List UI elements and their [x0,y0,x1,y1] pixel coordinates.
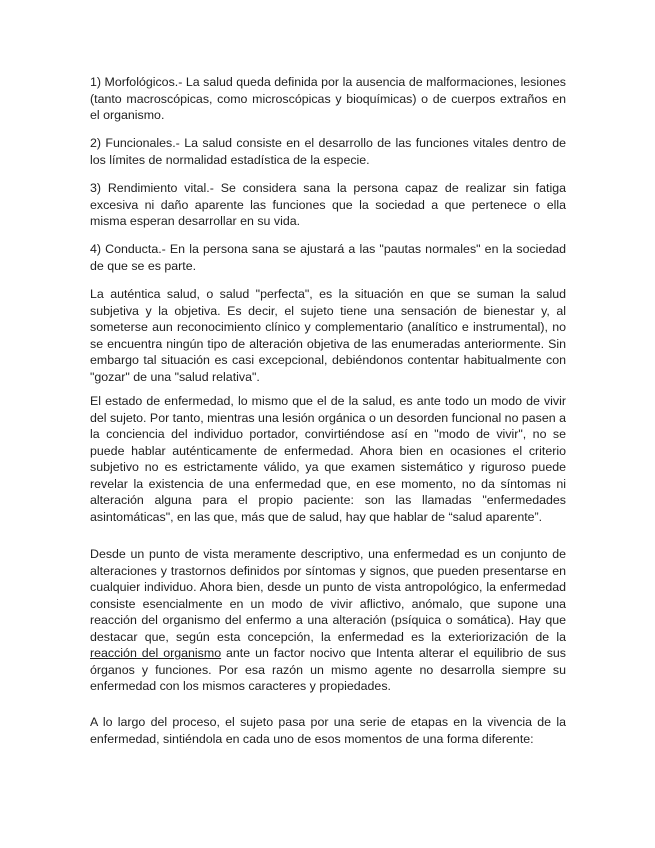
paragraph-punto-de-vista [90,546,566,695]
paragraph-text-start: Desde un punto de vista meramente descriptivo, una enfermedad es un conjunto de alteraciones y trastornos definidos por síntomas y signos, que pueden presentarse en cualquier individuo. Ahora bien, desde un punto de vista antropológico, la enfermedad consiste esencialmente en un modo de vivir aflictivo, anómalo, que supone una reacción del organismo del enfermo a una alteración (psíquica o somática). Hay que destacar que, según esta concepción, la enfermedad es la exteriorización de la [90,547,566,644]
underlined-phrase: reacción del organismo [90,646,222,660]
paragraph-salud-perfecta: La auténtica salud, o salud "perfecta", es la situación en que se suman la salud subjetiva y la objetiva. Es decir, el sujeto tiene una sensación de bienestar y, al someterse aun reconocimiento clínico y complementario (analítico e instrumental), no se encuentra ningún tipo de alteración objetiva de las enumeradas anteriormente. Sin embargo tal situación es casi excepcional, debiéndonos contentar habitualmente con "gozar" de una "salud relativa". [90,287,566,384]
paragraph-funcionales: 2) Funcionales.- La salud consiste en el desarrollo de las funciones vitales dentro de los límites de normalidad estadística de la especie. [90,136,566,167]
paragraph-text-end: ante un factor nocivo que Intenta alterar el equilibrio de sus órganos y funciones. Por esa razón un mismo agente no desarrolla siempre su enfermedad con los mismos caracteres y propiedades. [90,646,567,693]
paragraph-etapas: A lo largo del proceso, el sujeto pasa por una serie de etapas en la vivencia de la enfermedad, sintiéndola en cada uno de esos momentos de una forma diferente: [90,715,566,746]
paragraph-rendimiento-vital: 3) Rendimiento vital.- Se considera sana la persona capaz de realizar sin fatiga excesiva ni daño aparente las funciones que la sociedad a que pertenece o ella misma esperan desarrollar en su vida. [90,181,566,228]
paragraph-estado-enfermedad: El estado de enfermedad, lo mismo que el de la salud, es ante todo un modo de vivir del sujeto. Por tanto, mientras una lesión orgánica o un desorden funcional no pasen a la conciencia del individuo portador, convirtiéndose así en "modo de vivir", no se puede hablar auténticamente de enfermedad. Ahora bien en ocasiones el criterio subjetivo no es estrictamente válido, ya que examen sistemático y riguroso puede revelar la existencia de una enfermedad que, en ese momento, no da síntomas ni alteración alguna para el propio paciente: son las llamadas "enfermedades asintomáticas", en las que, más que de salud, hay que hablar de “salud aparente”. [90,394,566,524]
paragraph-conducta: 4) Conducta.- En la persona sana se ajustará a las "pautas normales" en la sociedad de que se es parte. [90,242,566,273]
paragraph-morfologicos: 1) Morfológicos.- La salud queda definida por la ausencia de malformaciones, lesiones (tanto macroscópicas, como microscópicas y bioquímicas) o de cuerpos extraños en el organismo. [90,75,566,122]
